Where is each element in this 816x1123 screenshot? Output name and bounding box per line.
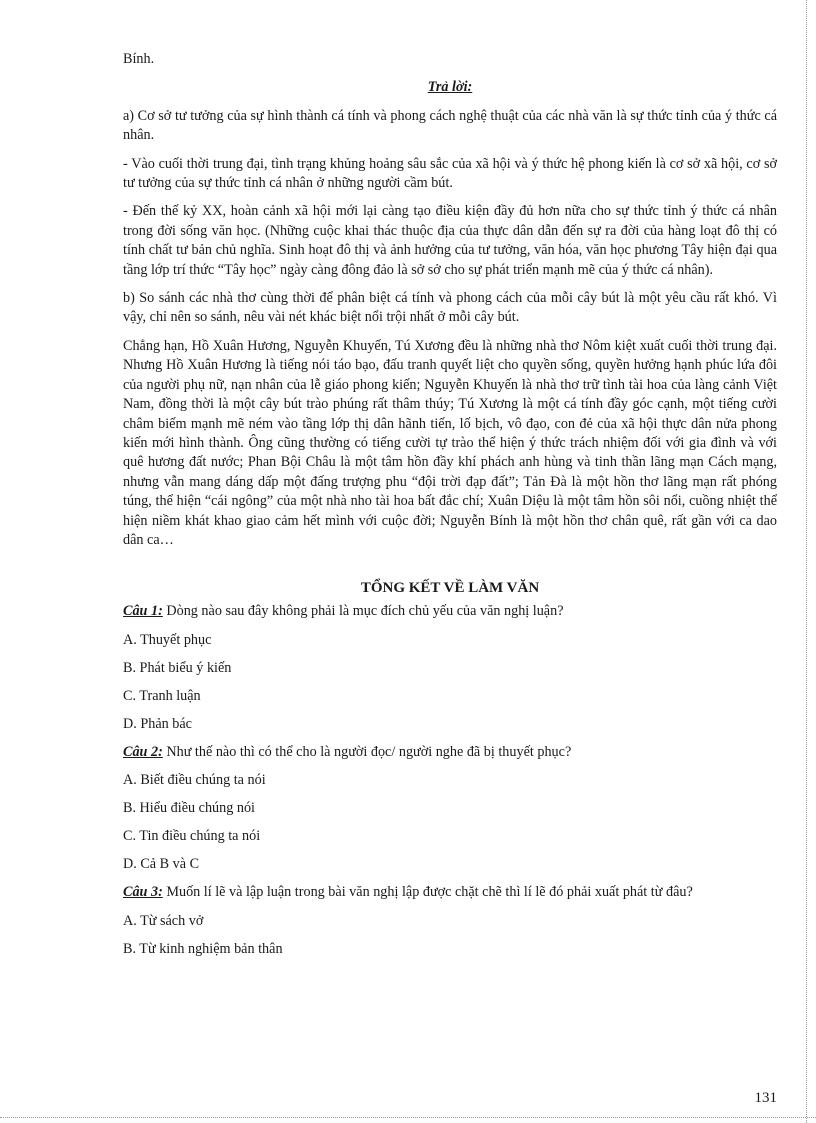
- answer-paragraph-examples: Chẳng hạn, Hồ Xuân Hương, Nguyễn Khuyến, Tú Xương đều là những nhà thơ Nôm kiệt xuất cuối thời trung đại. Nhưng Hồ Xuân Hương là tiếng nói táo bạo, đấu tranh quyết liệt cho quyền sống, quyền hưởng hạnh phúc lứa đôi của người phụ nữ, nạn nhân của lễ giáo phong kiến; Nguyễn Khuyến là nhà thơ trữ tình tài hoa của làng cảnh Việt Nam, đồng thời là một cây bút trào phúng rất thâm thúy; Tú Xương là một cá tính đầy góc cạnh, một tiếng cười châm biếm mạnh mẽ ném vào tầng lớp thị dân hãnh tiến, lố bịch, vô đạo, con đẻ của xã hội thực dân nửa phong kiến mới hình thành. Ông cũng thường có tiếng cười tự trào thể hiện ý thức trách nhiệm đối với gia đình và với quê hương đất nước; Phan Bội Châu là một tâm hồn đầy khí phách anh hùng và tinh thần lãng mạn Cách mạng, nhưng vẫn mang dáng dấp một đấng trượng phu “đội trời đạp đất”; Tản Đà là một hồn thơ lãng mạn rất phóng túng, thể hiện “cái ngông” của một nhà nho tài hoa bất đắc chí; Xuân Diệu là một tâm hồn sôi nổi, cuồng nhiệt thể hiện niềm khát khao giao cảm hết mình với cuộc đời; Nguyễn Bính là một hồn thơ chân quê, rất gần với ca dao dân ca…: [123, 337, 777, 548]
- section-title: TỔNG KẾT VỀ LÀM VĂN: [360, 580, 540, 597]
- question-2-option-c: C. Tin điều chúng ta nói: [123, 828, 261, 845]
- answer-heading: Trả lời:: [427, 79, 473, 96]
- answer-paragraph-b: b) So sánh các nhà thơ cùng thời để phân biệt cá tính và phong cách của mỗi cây bút là một yêu cầu rất khó. Vì vậy, chỉ nên so sánh, nêu vài nét khác biệt nổi trội nhất ở mỗi cây bút.: [123, 290, 777, 326]
- question-2: [123, 743, 777, 762]
- question-2-option-a: A. Biết điều chúng ta nói: [123, 772, 266, 789]
- question-1-option-d: D. Phản bác: [123, 715, 192, 732]
- question-1-option-c: C. Tranh luận: [123, 687, 201, 704]
- question-2-option-d: D. Cả B và C: [123, 856, 200, 873]
- question-1-text: Dòng nào sau đây không phải là mục đích chủ yếu của văn nghị luận?: [162, 603, 564, 620]
- question-1-option-a: A. Thuyết phục: [123, 631, 212, 648]
- question-2-text: Như thế nào thì có thể cho là người đọc/ người nghe đã bị thuyết phục?: [162, 743, 572, 760]
- page-content: [123, 50, 777, 968]
- question-3-label: Câu 3:: [123, 884, 163, 901]
- question-2-option-b: B. Hiểu điều chúng nói: [123, 800, 256, 817]
- question-3: [123, 883, 777, 902]
- page-border-bottom: [0, 1117, 816, 1118]
- question-1-option-b: B. Phát biểu ý kiến: [123, 659, 232, 676]
- answer-paragraph-20th-century: - Đến thế kỷ XX, hoàn cảnh xã hội mới lại càng tạo điều kiện đầy đủ hơn nữa cho sự thức tỉnh ý thức cá nhân trong đời sống văn học. (Những cuộc khai thác thuộc địa của thực dân dẫn đến sự ra đời của hàng loạt đô thị có tính chất tư bản chủ nghĩa. Sinh hoạt đô thị và ảnh hưởng của tư tưởng, văn hóa, văn học phương Tây hiện đại qua tầng lớp trí thức “Tây học” ngày càng đông đảo là sở sở cho sự phát triển mạnh mẽ của ý thức cá nhân).: [123, 203, 777, 278]
- answer-paragraph-a: a) Cơ sở tư tưởng của sự hình thành cá tính và phong cách nghệ thuật của các nhà văn là sự thức tỉnh của ý thức cá nhân.: [123, 107, 777, 144]
- question-3-option-a: A. Từ sách vở: [123, 912, 204, 929]
- question-2-label: Câu 2:: [123, 743, 163, 760]
- top-fragment: Bính.: [123, 51, 155, 67]
- question-1: [123, 602, 777, 621]
- answer-heading-line: [123, 78, 777, 97]
- page-number: 131: [754, 1090, 777, 1106]
- answer-paragraph-late-medieval: - Vào cuối thời trung đại, tình trạng khủng hoảng sâu sắc của xã hội và ý thức hệ phong kiến là cơ sở xã hội, cơ sở tư tưởng của sự thức tỉnh cá nhân ở những người cầm bút.: [123, 155, 777, 192]
- question-1-label: Câu 1:: [123, 603, 163, 620]
- page-border-right: [806, 0, 807, 1123]
- question-3-text: Muốn lí lẽ và lập luận trong bài văn nghị lập được chặt chẽ thì lí lẽ đó phải xuất phát từ đâu?: [162, 884, 693, 901]
- question-3-option-b: B. Từ kinh nghiệm bản thân: [123, 940, 283, 957]
